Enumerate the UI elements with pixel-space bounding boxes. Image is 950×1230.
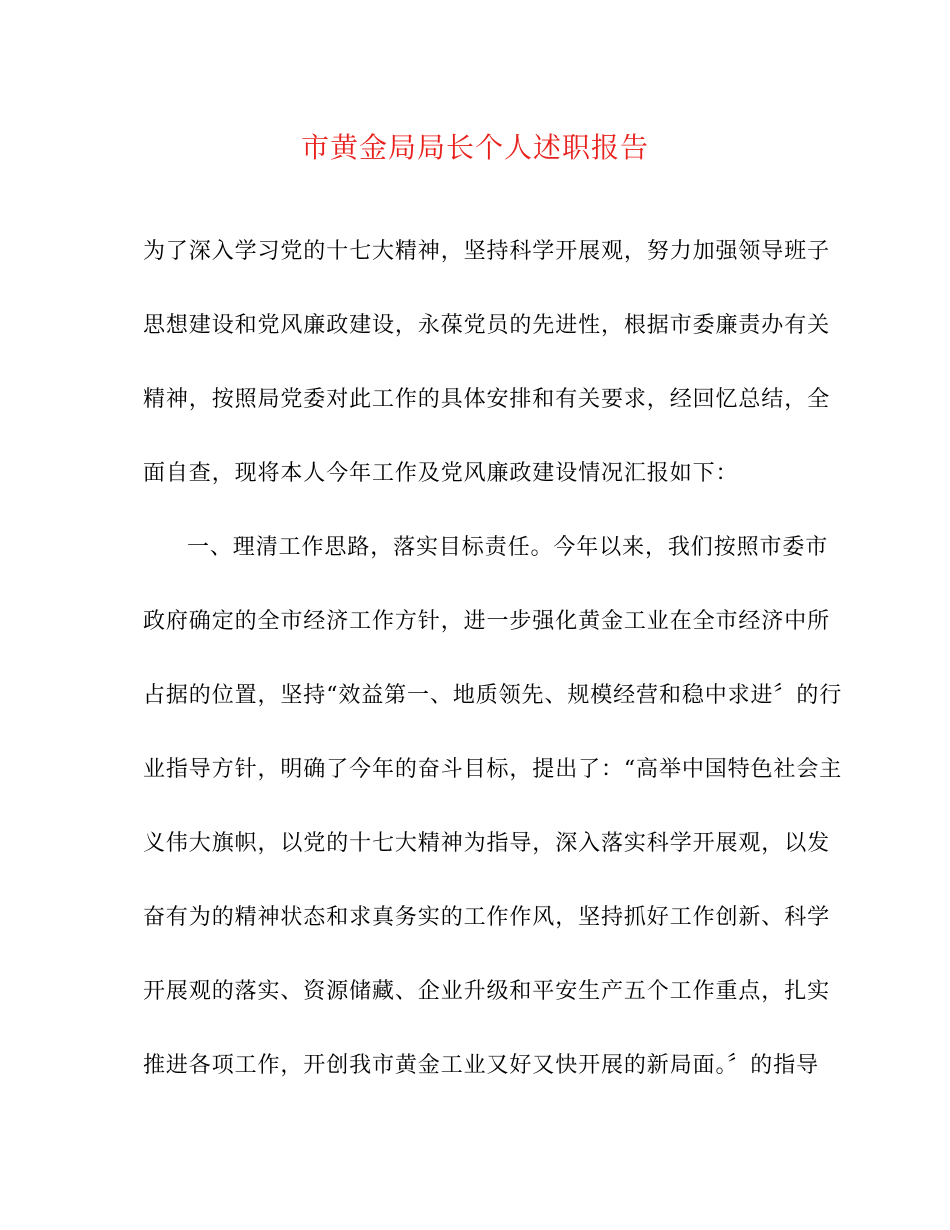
paragraph-line: 为了深入学习党的十七大精神，坚持科学开展观，努力加强领导班子 [143,239,831,264]
paragraph-line: 开展观的落实、资源储藏、企业升级和平安生产五个工作重点，扎实 [143,979,831,1004]
document-title: 市黄金局局长个人述职报告 [300,131,649,164]
paragraph-line: 占据的位置，坚持“效益第一、地质领先、规模经营和稳中求进〞的行 [143,683,843,708]
paragraph-line: 面自查，现将本人今年工作及党风廉政建设情况汇报如下： [143,461,739,486]
paragraph-line: 推进各项工作，开创我市黄金工业又好又快开展的新局面。〞的指导 [143,1053,820,1078]
paragraph-line: 精神，按照局党委对此工作的具体安排和有关要求，经回忆总结，全 [143,387,831,412]
paragraph-line: 一、理清工作思路，落实目标责任。今年以来，我们按照市委市 [187,535,829,560]
paragraph-line: 奋有为的精神状态和求真务实的工作作风，坚持抓好工作创新、科学 [143,905,831,930]
paragraph-line: 思想建设和党风廉政建设，永葆党员的先进性，根据市委廉责办有关 [143,313,831,338]
paragraph-line: 义伟大旗帜，以党的十七大精神为指导，深入落实科学开展观，以发 [143,831,831,856]
paragraph-line: 政府确定的全市经济工作方针，进一步强化黄金工业在全市经济中所 [143,609,831,634]
paragraph-line: 业指导方针，明确了今年的奋斗目标，提出了：“高举中国特色社会主 [143,757,843,782]
